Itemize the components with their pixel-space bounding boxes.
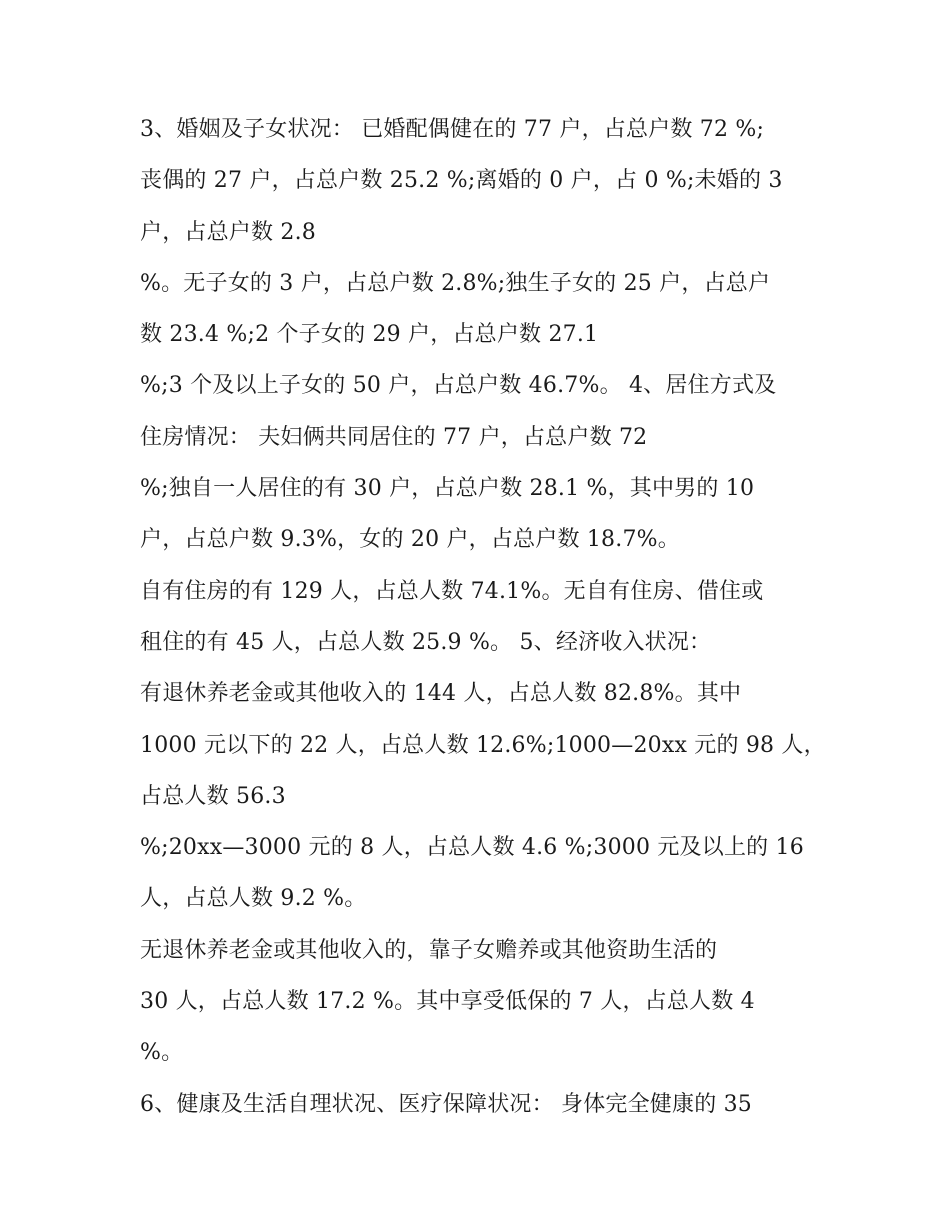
text-line: 租住的有 45 人，占总人数 25.9 %。 5、经济收入状况： xyxy=(140,629,712,655)
text-line: %。 xyxy=(140,1040,184,1066)
text-line: 自有住房的有 129 人，占总人数 74.1%。无自有住房、借住或 xyxy=(140,578,764,604)
text-line: 住房情况： 夫妇俩共同居住的 77 户，占总户数 72 xyxy=(140,424,648,450)
text-line: %。无子女的 3 户，占总户数 2.8%;独生子女的 25 户，占总户 xyxy=(140,270,771,296)
document-body xyxy=(140,104,826,1130)
text-line: %;20xx—3000 元的 8 人，占总人数 4.6 %;3000 元及以上的 16 xyxy=(140,835,804,861)
text-line: 丧偶的 27 户，占总户数 25.2 %;离婚的 0 户，占 0 %;未婚的 3 xyxy=(140,168,783,194)
text-line: 户，占总户数 2.8 xyxy=(140,219,316,245)
text-line: %;3 个及以上子女的 50 户，占总户数 46.7%。 4、居住方式及 xyxy=(140,373,777,399)
text-line: 户，占总户数 9.3%，女的 20 户，占总户数 18.7%。 xyxy=(140,527,680,553)
text-line: 占总人数 56.3 xyxy=(140,783,286,809)
text-line: 数 23.4 %;2 个子女的 29 户，占总户数 27.1 xyxy=(140,322,599,348)
text-line: 人，占总人数 9.2 %。 xyxy=(140,886,367,912)
text-line: 30 人，占总人数 17.2 %。其中享受低保的 7 人，占总人数 4 xyxy=(140,989,755,1015)
text-line: 有退休养老金或其他收入的 144 人，占总人数 82.8%。其中 xyxy=(140,681,742,707)
text-line: 6、健康及生活自理状况、医疗保障状况： 身体完全健康的 35 xyxy=(140,1091,752,1117)
text-line: %;独自一人居住的有 30 户，占总户数 28.1 %，其中男的 10 xyxy=(140,476,755,502)
text-line: 无退休养老金或其他收入的，靠子女赡养或其他资助生活的 xyxy=(140,937,718,963)
text-line: 1000 元以下的 22 人，占总人数 12.6%;1000—20xx 元的 98 人， xyxy=(140,732,826,758)
text-line: 3、婚姻及子女状况： 已婚配偶健在的 77 户，占总户数 72 %; xyxy=(140,117,765,142)
